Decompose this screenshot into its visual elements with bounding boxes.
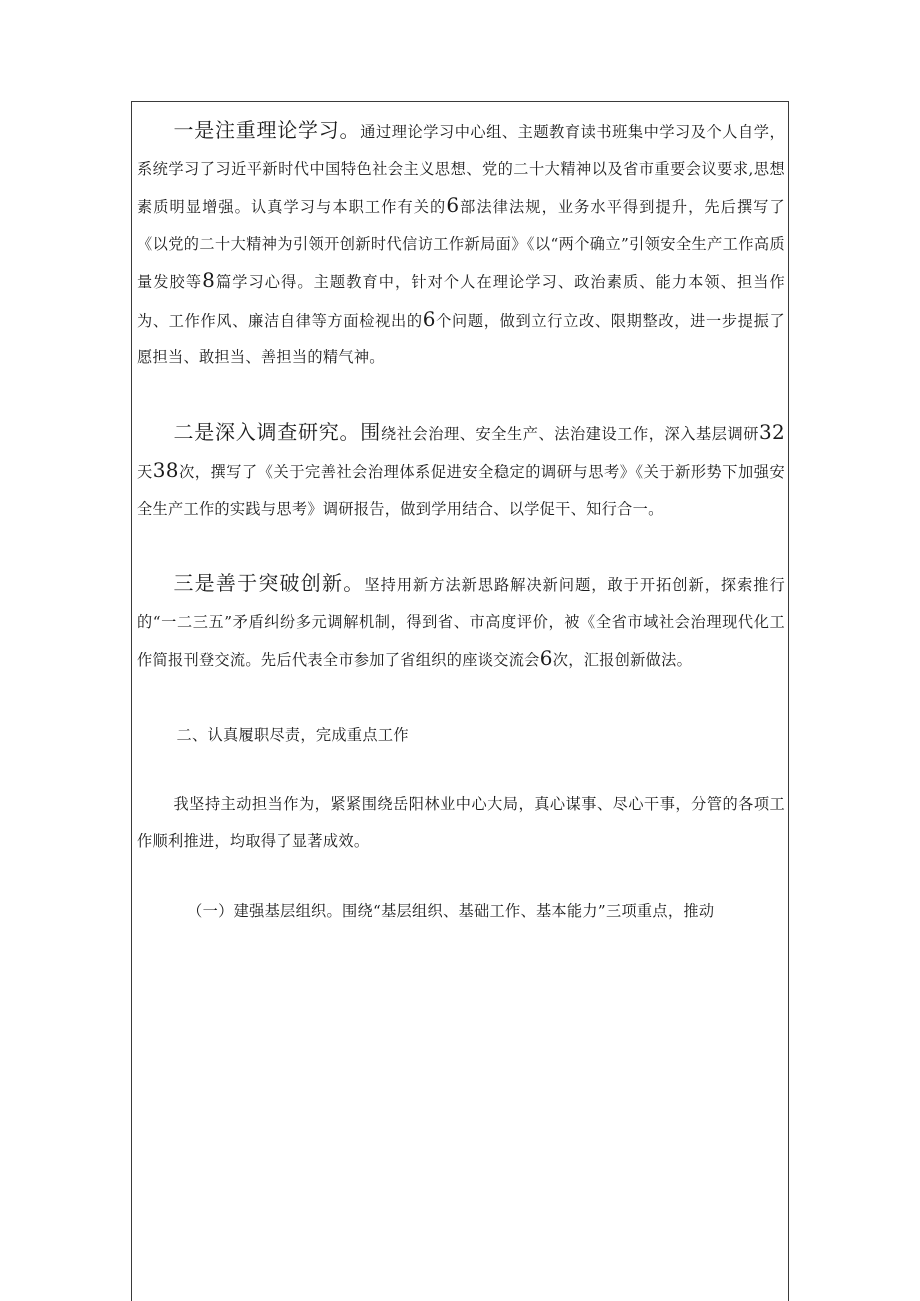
innovation-text-2: 次，汇报创新做法。: [552, 651, 693, 669]
research-num-1: 32: [758, 419, 785, 444]
paragraph-innovation: [137, 565, 785, 679]
paragraph-duties-intro: 我坚持主动担当作为，紧紧围绕岳阳林业中心大局，真心谋事、尽心干事，分管的各项工作顺利推进，均取得了显著成效。: [137, 795, 785, 850]
document-body: [137, 112, 785, 930]
theory-study-num-3: 6: [422, 306, 436, 331]
innovation-num-1: 6: [539, 646, 553, 670]
paragraph-theory-study: [137, 112, 785, 376]
paragraph-grassroots: （一）建强基层组织。围绕“基层组织、基础工作、基本能力”三项重点，推动: [187, 902, 715, 920]
theory-study-text-2: 部法律法规，业务水平得到提升，先后撰写了《以党的二十大精神为引领开创新时代信访工作新局面》《以“两个确立”引领安全生产工作高质量发胶等: [137, 198, 785, 291]
paragraph-research: [137, 414, 785, 528]
research-text-1: 绕社会治理、安全生产、法治建设工作，深入基层调研: [381, 424, 759, 443]
lead-research: 二是深入调查研究。围: [173, 419, 382, 444]
lead-innovation: 三是善于突破创新。: [173, 571, 365, 595]
theory-study-num-2: 8: [202, 268, 216, 292]
theory-study-text-1: 通过理论学习中心组、主题教育读书班集中学习及个人自学，系统学习了习近平新时代中国特色社会主义思想、党的二十大精神以及省市重要会议要求,思想素质明显增强。认真学习与本职工作有关的: [137, 123, 785, 216]
lead-theory-study: 一是注重理论学习。: [173, 118, 361, 142]
section-heading-duties: 二、认真履职尽责，完成重点工作: [176, 725, 409, 744]
theory-study-num-1: 6: [446, 193, 460, 217]
research-text-3: 次，撰写了《关于完善社会治理体系促进安全稳定的调研与思考》《关于新形势下加强安全生产工作的实践与思考》调研报告，做到学用结合、以学促干、知行合一。: [137, 463, 785, 518]
innovation-text-1: 坚持用新方法新思路解决新问题，敢于开拓创新，探索推行的“一二三五”矛盾纠纷多元调解机制，得到省、市高度评价，被《全省市域社会治理现代化工作简报刊登交流。先后代表全市参加了省组织的座谈交流会: [137, 576, 785, 669]
theory-study-text-4: 个问题，做到立行立改、限期整改，进一步提振了愿担当、敢担当、善担当的精气神。: [137, 311, 785, 366]
theory-study-text-3: 篇学习心得。主题教育中，针对个人在理论学习、政治素质、能力本领、担当作为、工作作风、廉洁自律等方面检视出的: [137, 273, 785, 330]
research-text-2: 天: [137, 463, 153, 481]
research-num-2: 38: [152, 458, 179, 482]
